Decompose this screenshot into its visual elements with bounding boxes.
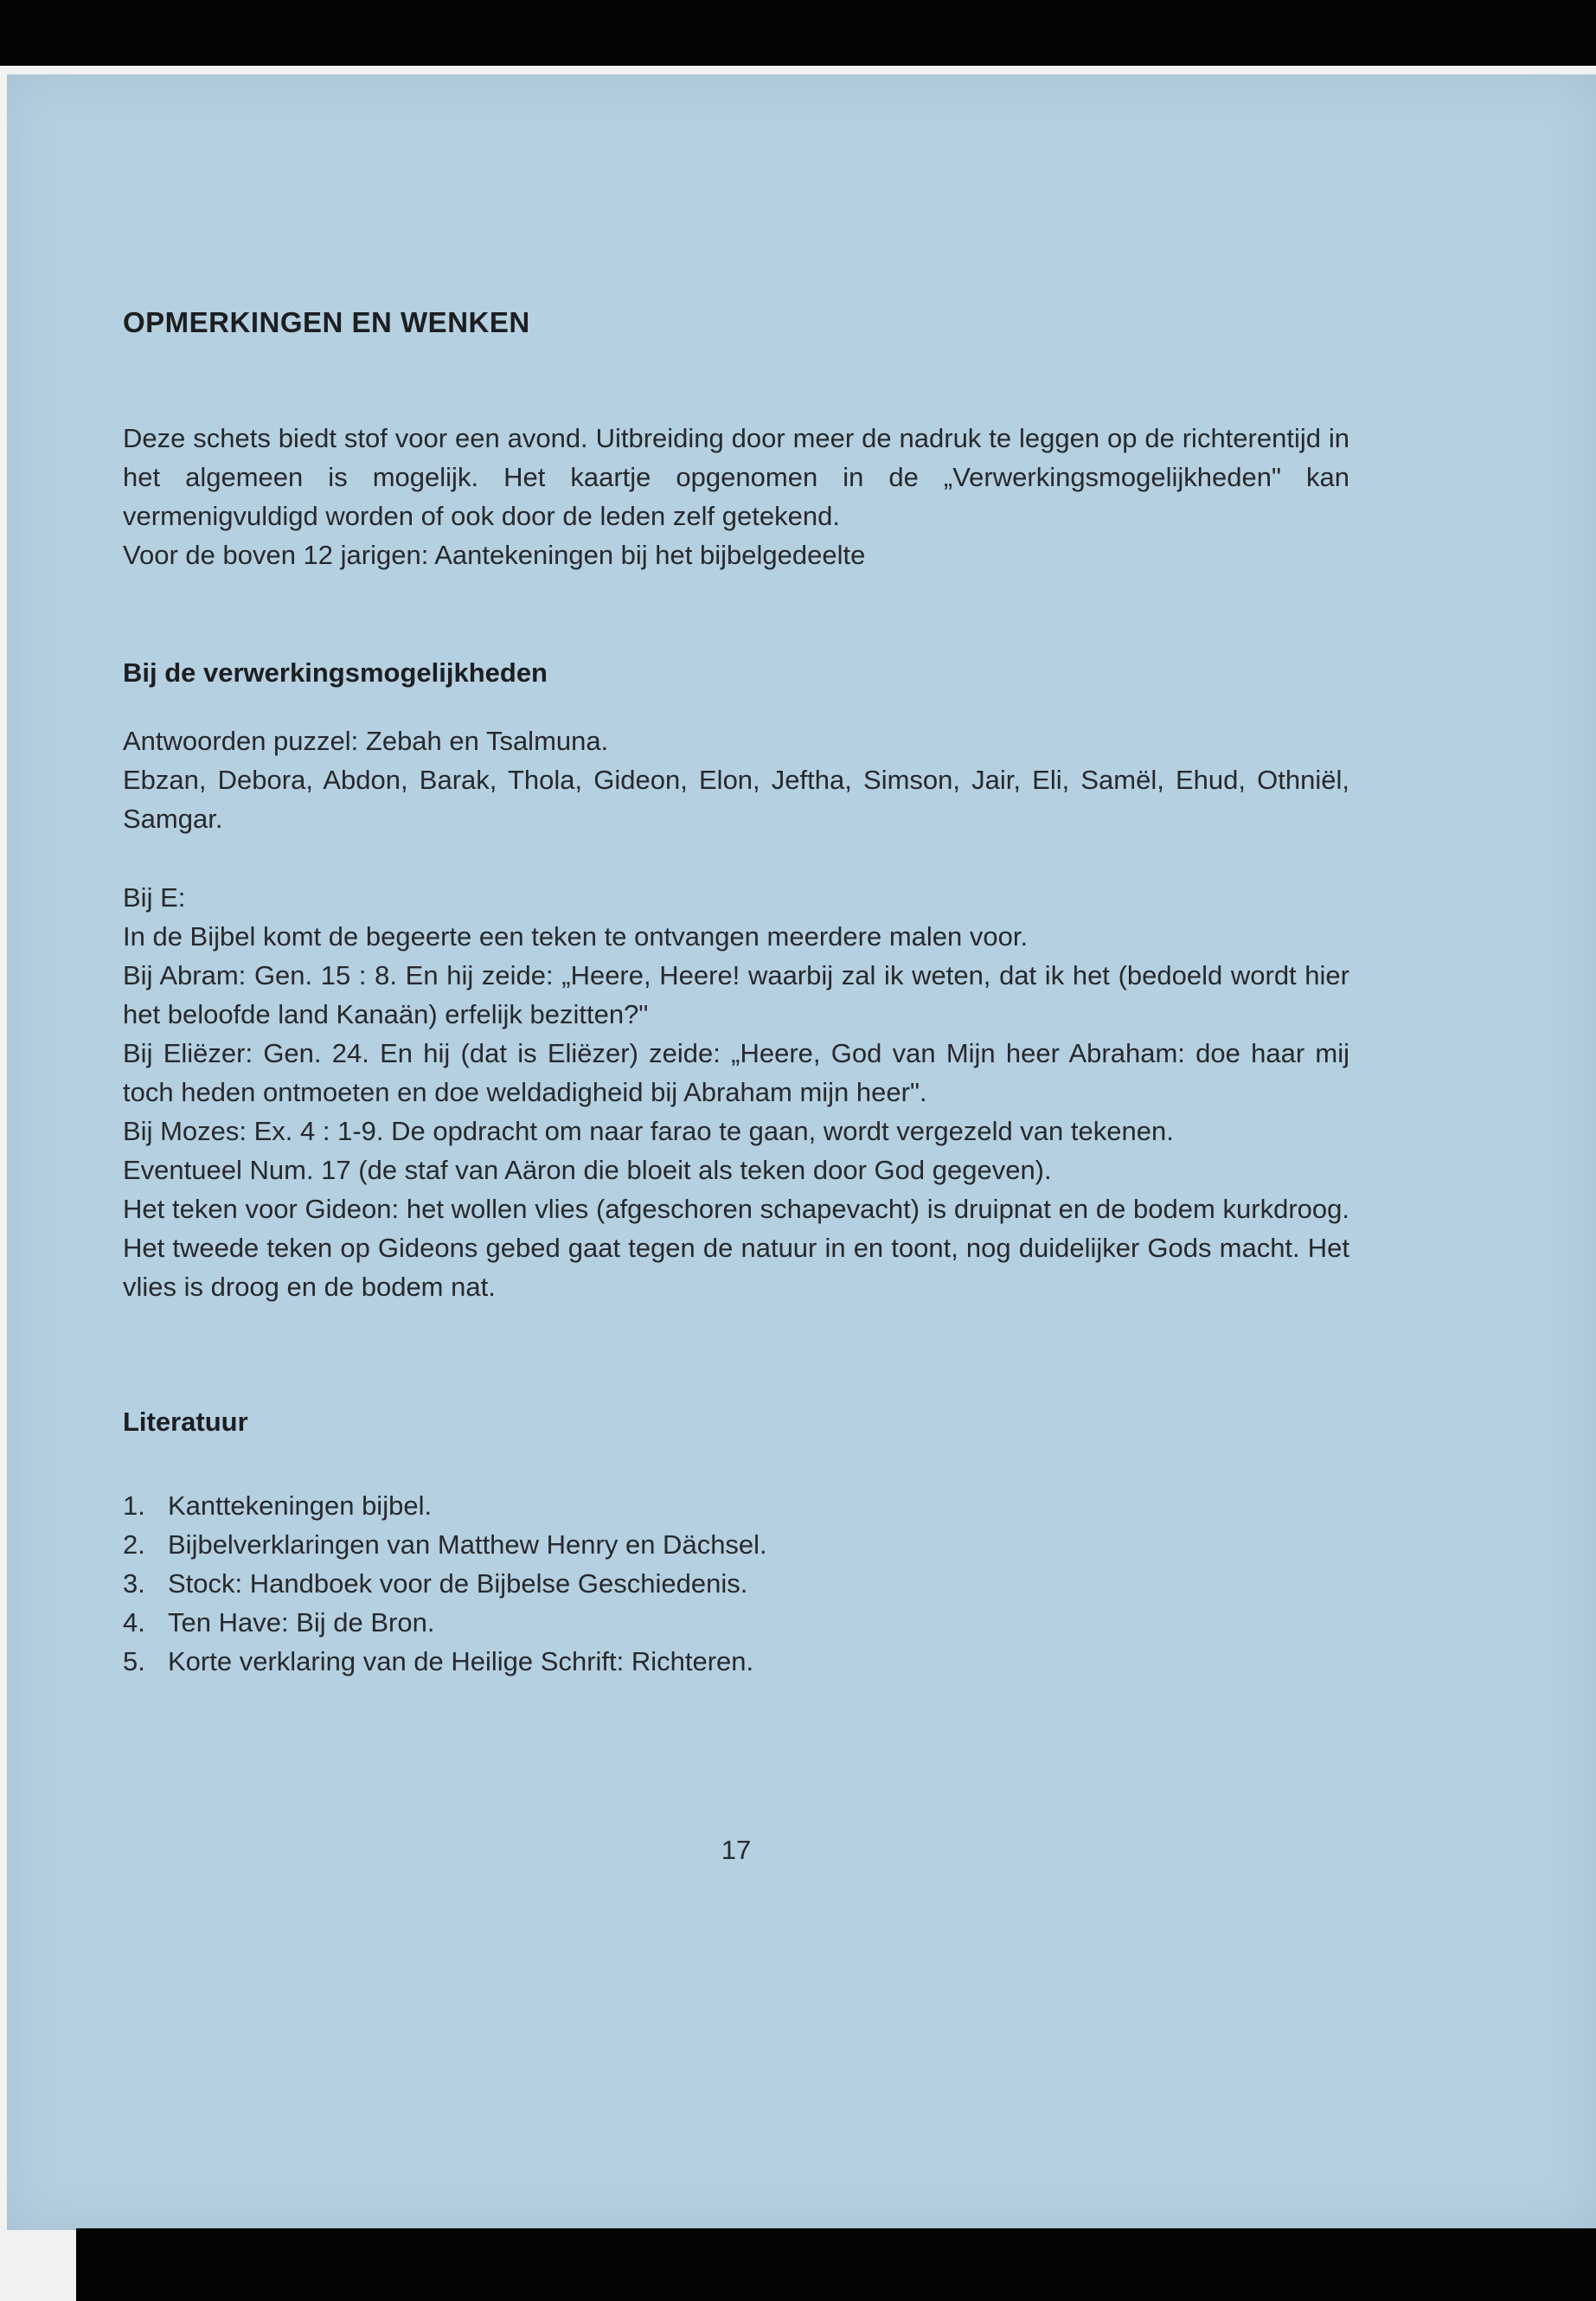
bij-e-block [123, 878, 1349, 1306]
list-item [123, 1486, 1349, 1525]
list-item-number: 3. [123, 1568, 145, 1599]
list-item-text: Ten Have: Bij de Bron. [168, 1607, 435, 1638]
scan-bottom-black-border [76, 2228, 1596, 2301]
page-number-container [7, 1835, 1465, 1866]
page-title: OPMERKINGEN EN WENKEN [123, 306, 530, 338]
puzzle-answers-block [123, 721, 1349, 838]
bij-e-paragraph-2: Bij Abram: Gen. 15 : 8. En hij zeide: „Heere, Heere! waarbij zal ik weten, dat ik het (bedoeld wordt hier het beloofde land Kanaän) erfelijk bezitten?" [123, 960, 1349, 1029]
answers-line-2: Ebzan, Debora, Abdon, Barak, Thola, Gideon, Elon, Jeftha, Simson, Jair, Eli, Samël, Ehud, Othniël, Samgar. [123, 765, 1349, 834]
answers-line-1: Antwoorden puzzel: Zebah en Tsalmuna. [123, 726, 609, 756]
page-number: 17 [721, 1835, 752, 1865]
bij-e-paragraph-5: Eventueel Num. 17 (de staf van Aäron die bloeit als teken door God gegeven). [123, 1155, 1052, 1185]
bij-e-paragraph-3: Bij Eliëzer: Gen. 24. En hij (dat is Eliëzer) zeide: „Heere, God van Mijn heer Abraham: doe haar mij toch heden ontmoeten en doe weldadigheid bij Abraham mijn heer". [123, 1038, 1349, 1107]
literature-list [123, 1486, 1349, 1681]
document-page [7, 74, 1596, 2230]
list-item-text: Korte verklaring van de Heilige Schrift: Richteren. [168, 1646, 754, 1676]
intro-paragraph: Deze schets biedt stof voor een avond. Uitbreiding door meer de nadruk te leggen op de richterentijd in het algemeen is mogelijk. Het kaartje opgenomen in de „Verwerkingsmogelijkheden" kan vermenigvuldigd worden of ook door de leden zelf getekend. [123, 423, 1349, 531]
list-item-text: Bijbelverklaringen van Matthew Henry en Dächsel. [168, 1529, 767, 1560]
list-item [123, 1564, 1349, 1603]
intro-section [123, 419, 1349, 574]
intro-note-line: Voor de boven 12 jarigen: Aantekeningen bij het bijbelgedeelte [123, 540, 866, 570]
list-item-number: 4. [123, 1607, 145, 1638]
list-item-number: 1. [123, 1490, 145, 1521]
list-item-number: 2. [123, 1529, 145, 1560]
list-item [123, 1603, 1349, 1642]
bij-e-paragraph-1: In de Bijbel komt de begeerte een teken te ontvangen meerdere malen voor. [123, 921, 1029, 952]
scan-top-black-border [0, 0, 1596, 66]
list-item-text: Stock: Handboek voor de Bijbelse Geschiedenis. [168, 1568, 748, 1599]
section-heading-verwerkingsmogelijkheden: Bij de verwerkingsmogelijkheden [123, 657, 548, 688]
page-content [7, 74, 1349, 1681]
bij-e-label: Bij E: [123, 882, 186, 913]
list-item [123, 1642, 1349, 1681]
bij-e-paragraph-6: Het teken voor Gideon: het wollen vlies (afgeschoren schapevacht) is druipnat en de bodem kurkdroog. Het tweede teken op Gideons gebed gaat tegen de natuur in en toont, nog duidelijker Gods macht. Het vlies is droog en de bodem nat. [123, 1194, 1349, 1302]
list-item-number: 5. [123, 1646, 145, 1676]
list-item-text: Kanttekeningen bijbel. [168, 1490, 433, 1521]
section-heading-literatuur: Literatuur [123, 1407, 248, 1437]
list-item [123, 1525, 1349, 1564]
bij-e-paragraph-4: Bij Mozes: Ex. 4 : 1-9. De opdracht om naar farao te gaan, wordt vergezeld van tekenen. [123, 1116, 1174, 1146]
